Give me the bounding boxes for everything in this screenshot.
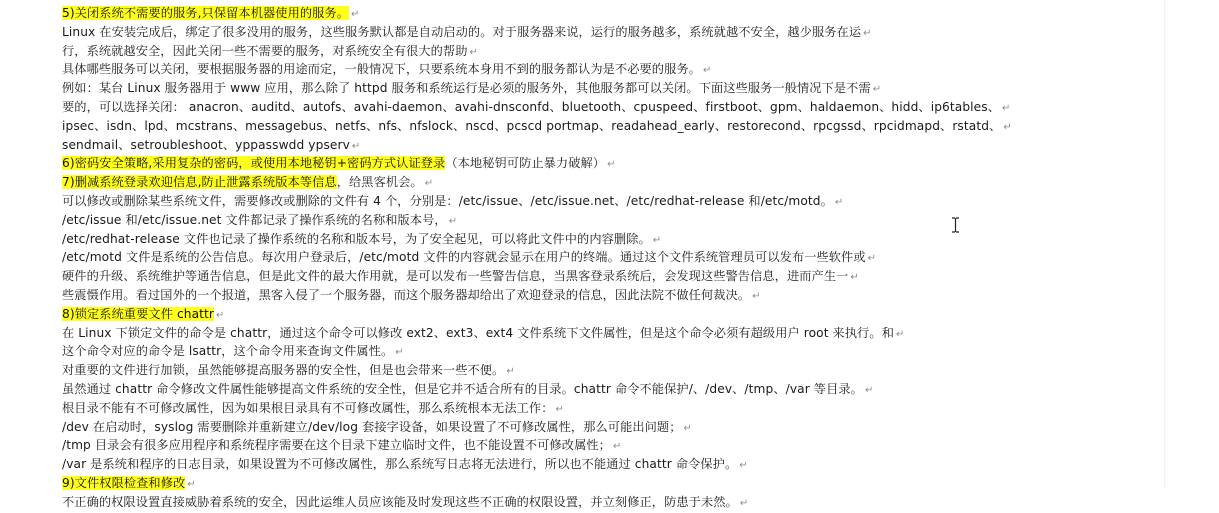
paragraph-line	[62, 494, 1160, 513]
text-cursor-icon	[951, 217, 960, 233]
paragraph-mark-icon: ↵	[850, 272, 859, 284]
paragraph-line	[62, 231, 1160, 250]
line-text: /etc/issue 和/etc/issue.net 文件都记录了操作系统的名称和版本号，	[62, 212, 447, 227]
paragraph-mark-icon: ↵	[216, 309, 225, 321]
document-page	[62, 5, 1160, 513]
paragraph-line	[62, 343, 1160, 362]
section-heading	[62, 306, 1160, 325]
paragraph-mark-icon: ↵	[351, 140, 361, 152]
paragraph-mark-icon: ↵	[683, 422, 692, 434]
paragraph-line	[62, 212, 1160, 231]
heading-text: 7)删减系统登录欢迎信息,防止泄露系统版本等信息	[62, 175, 337, 190]
line-text: 具体哪些服务可以关闭，要根据服务器的用途而定，一般情况下，只要系统本身用不到的服务都认为是不必要的服务。	[62, 62, 701, 77]
line-text: 硬件的升级、系统维护等通告信息，但是此文件的最大作用就，是可以发布一些警告信息，当黑客登录系统后，会发现这些警告信息，进而产生一	[62, 269, 849, 284]
paragraph-line	[62, 99, 1160, 118]
paragraph-mark-icon: ↵	[834, 196, 844, 208]
paragraph-mark-icon: ↵	[1003, 121, 1012, 133]
section-heading	[62, 5, 1160, 24]
paragraph-mark-icon: ↵	[187, 478, 196, 490]
paragraph-mark-icon: ↵	[867, 253, 877, 265]
line-text: /etc/motd 文件是系统的公告信息。每次用户登录后，/etc/motd 文件的内容就会显示在用户的终端。通过这个文件系统管理员可以发布一些软件或	[62, 250, 866, 265]
paragraph-mark-icon: ↵	[872, 84, 882, 96]
line-text: /etc/redhat-release 文件也记录了操作系统的名称和版本号，为了安全起见，可以将此文件中的内容删除。	[62, 231, 651, 246]
paragraph-line	[62, 61, 1160, 80]
paragraph-mark-icon: ↵	[424, 178, 434, 190]
paragraph-mark-icon: ↵	[448, 215, 458, 227]
paragraph-line	[62, 80, 1160, 99]
heading-text: 5)关闭系统不需要的服务,只保留本机器使用的服务。	[62, 6, 350, 20]
paragraph-mark-icon: ↵	[395, 347, 404, 359]
paragraph-mark-icon: ↵	[506, 366, 515, 378]
line-text: 些震慑作用。看过国外的一个报道，黑客入侵了一个服务器，而这个服务器却给出了欢迎登录的信息，因此法院不做任何裁决。	[62, 287, 751, 302]
line-text: 要的，可以选择关闭： anacron、auditd、autofs、avahi-daemon、avahi-dnsconfd、bluetooth、cpuspeed、firstboot、gpm、haldaemon、hidd、ip6tables、	[62, 99, 1000, 114]
section-heading	[62, 155, 1160, 174]
paragraph-line	[62, 24, 1160, 43]
paragraph-mark-icon: ↵	[469, 46, 478, 58]
paragraph-line	[62, 456, 1160, 475]
paragraph-line	[62, 249, 1160, 268]
paragraph-line	[62, 400, 1160, 419]
line-text: ipsec、isdn、lpd、mcstrans、messagebus、netfs、nfs、nfslock、nscd、pcscd portmap、readahead_early、restorecond、rpcgssd、rpcidmapd、rstatd、	[62, 118, 1002, 133]
heading-note: ，给黑客机会。	[336, 175, 423, 190]
paragraph-mark-icon: ↵	[739, 460, 748, 472]
line-text: 例如：某台 Linux 服务器用于 www 应用，那么除了 httpd 服务和系统运行是必须的服务外，其他服务都可以关闭。下面这些服务一般情况下是不需	[62, 81, 871, 96]
paragraph-mark-icon: ↵	[1002, 102, 1011, 114]
paragraph-line	[62, 325, 1160, 344]
paragraph-mark-icon: ↵	[612, 441, 622, 453]
line-text: /tmp 目录会有很多应用程序和系统程序需要在这个目录下建立临时文件，也不能设置不可修改属性；	[62, 438, 611, 453]
line-text: 虽然通过 chattr 命令修改文件属性能够提高文件系统的安全性，但是它并不适合所有的目录。chattr 命令不能保护/、/dev、/tmp、/var 等目录。	[62, 381, 863, 396]
heading-text: 9)文件权限检查和修改	[62, 475, 186, 490]
line-text: 对重要的文件进行加锁，虽然能够提高服务器的安全性，但是也会带来一些不便。	[62, 363, 505, 378]
paragraph-line	[62, 362, 1160, 381]
paragraph-line	[62, 193, 1160, 212]
heading-text: 8)锁定系统重要文件 chattr	[62, 306, 215, 321]
line-text: 根目录不能有不可修改属性，因为如果根目录具有不可修改属性，那么系统根本无法工作：	[62, 400, 554, 415]
line-text: 在 Linux 下锁定文件的命令是 chattr，通过这个命令可以修改 ext2、ext3、ext4 文件系统下文件属性，但是这个命令必须有超级用户 root 来执行。和	[62, 325, 894, 340]
paragraph-mark-icon: ↵	[555, 403, 564, 415]
line-text: sendmail、setroubleshoot、yppasswdd ypserv	[62, 137, 350, 152]
heading-note: （本地秘钥可防止暴力破解）	[445, 156, 606, 171]
paragraph-mark-icon: ↵	[351, 9, 360, 20]
paragraph-line	[62, 419, 1160, 438]
line-text: Linux 在安装完成后，绑定了很多没用的服务，这些服务默认都是自动启动的。对于服务器来说，运行的服务越多，系统就越不安全，越少服务在运	[62, 24, 862, 39]
page-margin-strip	[1164, 0, 1219, 489]
paragraph-mark-icon: ↵	[702, 65, 712, 77]
section-heading	[62, 475, 1160, 494]
line-text: 这个命令对应的命令是 lsattr，这个命令用来查询文件属性。	[62, 344, 394, 359]
paragraph-line	[62, 381, 1160, 400]
paragraph-mark-icon: ↵	[863, 27, 872, 39]
paragraph-line	[62, 137, 1160, 156]
paragraph-line	[62, 287, 1160, 306]
paragraph-mark-icon: ↵	[752, 290, 761, 302]
heading-text: 6)密码安全策略,采用复杂的密码，或使用本地秘钥+密码方式认证登录	[62, 156, 446, 171]
paragraph-mark-icon: ↵	[739, 497, 749, 509]
paragraph-line	[62, 268, 1160, 287]
paragraph-line	[62, 43, 1160, 62]
paragraph-mark-icon: ↵	[607, 159, 616, 171]
paragraph-line	[62, 118, 1160, 137]
line-text: 行，系统就越安全，因此关闭一些不需要的服务，对系统安全有很大的帮助	[62, 43, 468, 58]
line-text: 可以修改或删除某些系统文件，需要修改或删除的文件有 4 个，分别是：/etc/issue、/etc/issue.net、/etc/redhat-release 和/etc/motd。	[62, 193, 833, 208]
paragraph-mark-icon: ↵	[652, 234, 662, 246]
line-text: /var 是系统和程序的日志目录，如果设置为不可修改属性，那么系统写日志将无法进行，所以也不能通过 chattr 命令保护。	[62, 457, 738, 472]
section-heading	[62, 174, 1160, 193]
paragraph-mark-icon: ↵	[896, 328, 905, 340]
paragraph-line	[62, 437, 1160, 456]
line-text: 不正确的权限设置直接威胁着系统的安全，因此运维人员应该能及时发现这些不正确的权限设置，并立刻修正，防患于未然。	[62, 494, 738, 509]
line-text: /dev 在启动时，syslog 需要删除并重新建立/dev/log 套接字设备，如果设置了不可修改属性，那么可能出问题；	[62, 419, 682, 434]
paragraph-mark-icon: ↵	[864, 384, 874, 396]
